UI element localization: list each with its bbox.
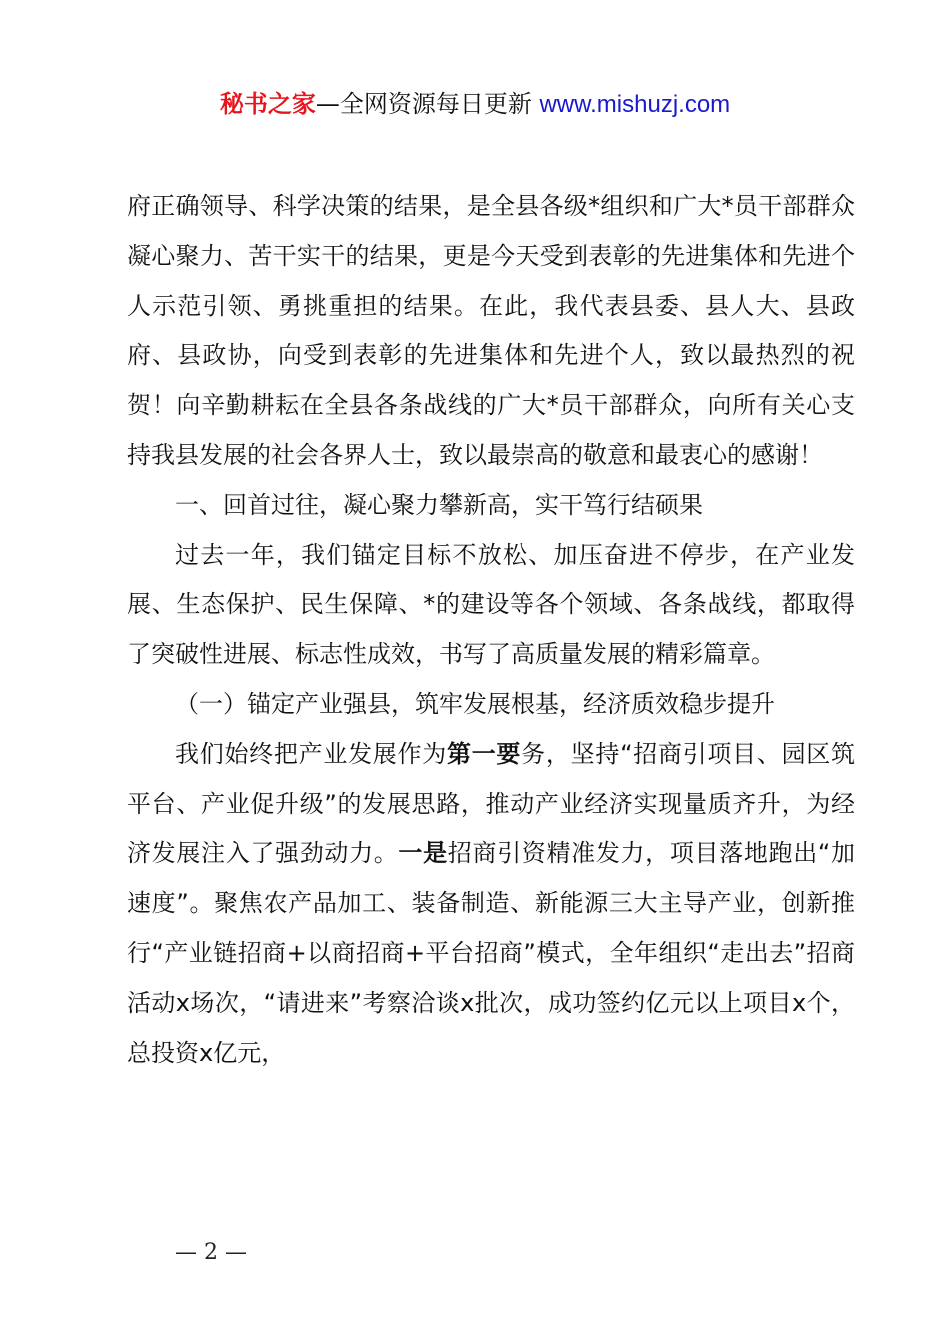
paragraph-review: 过去一年，我们锚定目标不放松、加压奋进不停步，在产业发展、生态保护、民生保障、*的建设等各个领域、各条战线，都取得了突破性进展、标志性成效，书写了高质量发展的精彩篇章。 [127,540,855,669]
sub-heading-1: （一）锚定产业强县，筑牢发展根基，经济质效稳步提升 [175,689,775,718]
section-heading-1: 一、回首过往，凝心聚力攀新高，实干笃行结硕果 [175,490,703,519]
site-url-link[interactable]: www.mishuzj.com [539,91,731,118]
paragraph-text: 务，坚持“招商引项目、园区筑平台、产业促升级”的发展思路，推动产业经济实现量质齐升，为经济发展注入了强劲动力。 [127,739,856,868]
page-header [0,86,950,123]
document-body [127,182,855,1078]
header-slogan: —全网资源每日更新 [315,90,540,118]
brand-name: 秘书之家 [219,90,316,118]
page-number: — 2 — [175,1240,247,1265]
paragraph-continuation: 府正确领导、科学决策的结果，是全县各级*组织和广大*员干部群众凝心聚力、苦干实干的结果，更是今天受到表彰的先进集体和先进个人示范引领、勇挑重担的结果。在此，我代表县委、县人大、县政府、县政协，向受到表彰的先进集体和先进个人，致以最热烈的祝贺！向辛勤耕耘在全县各条战线的广大*员干部群众，向所有关心支持我县发展的社会各界人士，致以最崇高的敬意和最衷心的感谢！ [127,192,855,469]
paragraph-text: 我们始终把产业发展作为 [175,739,447,768]
paragraph-text: 招商引资精准发力，项目落地跑出“加速度”。聚焦农产品加工、装备制造、新能源三大主导产业，创新推行“产业链招商+以商招商+平台招商”模式，全年组织“走出去”招商活动x场次，“请进来”考察洽谈x批次，成功签约亿元以上项目x个，总投资x亿元， [127,839,856,1067]
emphasis-text: 一是 [398,839,448,868]
emphasis-text: 第一要 [446,739,522,768]
paragraph-industry [127,730,855,1079]
